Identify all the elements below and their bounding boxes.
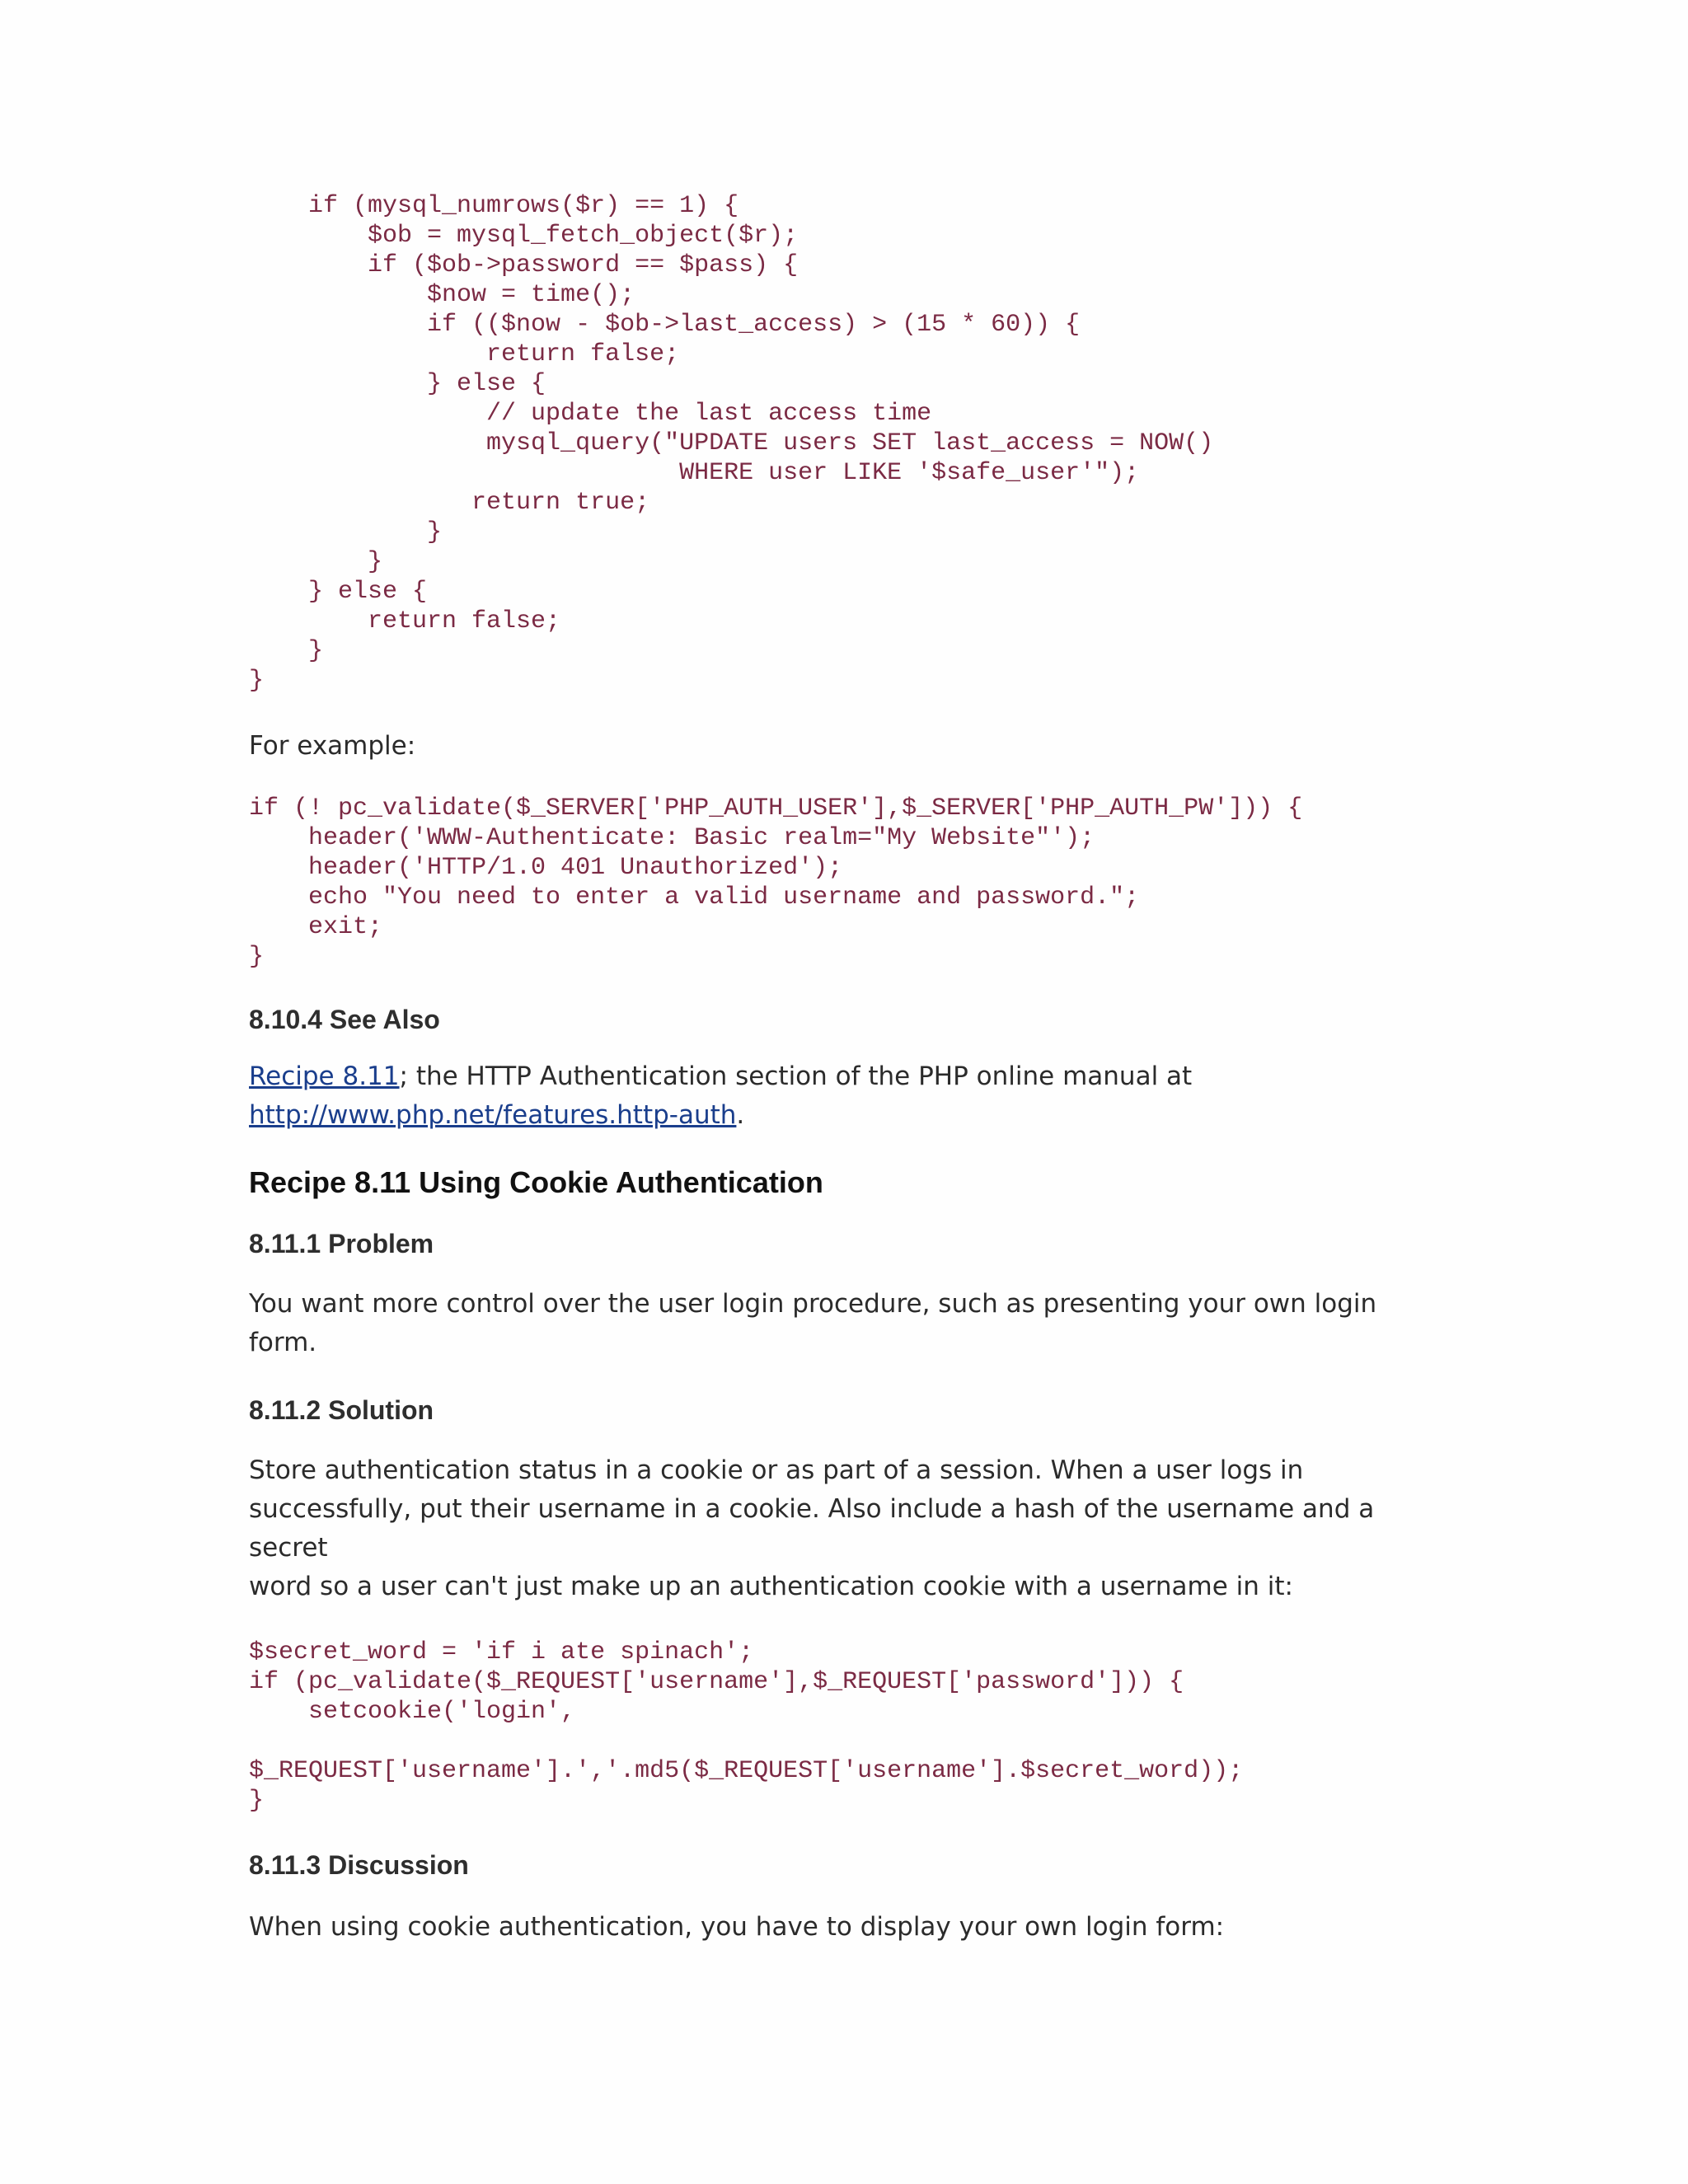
code-block-http-auth-example: if (! pc_validate($_SERVER['PHP_AUTH_USER'],$_SERVER['PHP_AUTH_PW'])) { header('WWW-Authenticate: Basic realm="My Website"'); header('HTTP/1.0 401 Unauthorized'); echo "You need to enter a valid username and password."; exit; } xyxy=(249,794,1303,971)
recipe-heading: Recipe 8.11 Using Cookie Authentication xyxy=(249,1165,823,1199)
code-block-validate-function: if (mysql_numrows($r) == 1) { $ob = mysql_fetch_object($r); if ($ob->password == $pass) { $now = time(); if (($now - $ob->last_access) > (15 * 60)) { return false; } else { // update the last access time mysql_query("UPDATE users SET last_access = NOW() WHERE user LIKE '$safe_user'"); return true; } } } else { return false; } } xyxy=(249,192,1214,695)
discussion-text: When using cookie authentication, you have to display your own login form: xyxy=(249,1912,1225,1942)
problem-heading: 8.11.1 Problem xyxy=(249,1229,434,1258)
php-manual-link[interactable]: http://www.php.net/features.http-auth xyxy=(249,1100,737,1130)
discussion-heading: 8.11.3 Discussion xyxy=(249,1850,469,1880)
code-block-setcookie: $secret_word = 'if i ate spinach'; if (pc_validate($_REQUEST['username'],$_REQUEST['password'])) { setcookie('login', $_REQUEST['username'].','.md5($_REQUEST['username'].$secret_word)); } xyxy=(249,1638,1244,1815)
see-also-heading: 8.10.4 See Also xyxy=(249,1005,440,1034)
problem-text: You want more control over the user login procedure, such as presenting your own login form. xyxy=(249,1289,1377,1357)
for-example-text: For example: xyxy=(249,731,416,761)
solution-line: successfully, put their username in a cookie. Also include a hash of the username and a secret xyxy=(249,1494,1375,1563)
see-also-paragraph xyxy=(249,1057,1452,1135)
solution-line: word so a user can't just make up an authentication cookie with a username in it: xyxy=(249,1572,1293,1601)
document-page xyxy=(249,191,1452,1947)
see-also-text: ; the HTTP Authentication section of the PHP online manual at xyxy=(399,1062,1193,1091)
solution-heading: 8.11.2 Solution xyxy=(249,1395,434,1425)
solution-paragraph xyxy=(249,1451,1452,1606)
recipe-8-11-link[interactable]: Recipe 8.11 xyxy=(249,1062,400,1091)
see-also-period: . xyxy=(736,1100,745,1130)
solution-line: Store authentication status in a cookie or as part of a session. When a user logs in xyxy=(249,1455,1304,1485)
